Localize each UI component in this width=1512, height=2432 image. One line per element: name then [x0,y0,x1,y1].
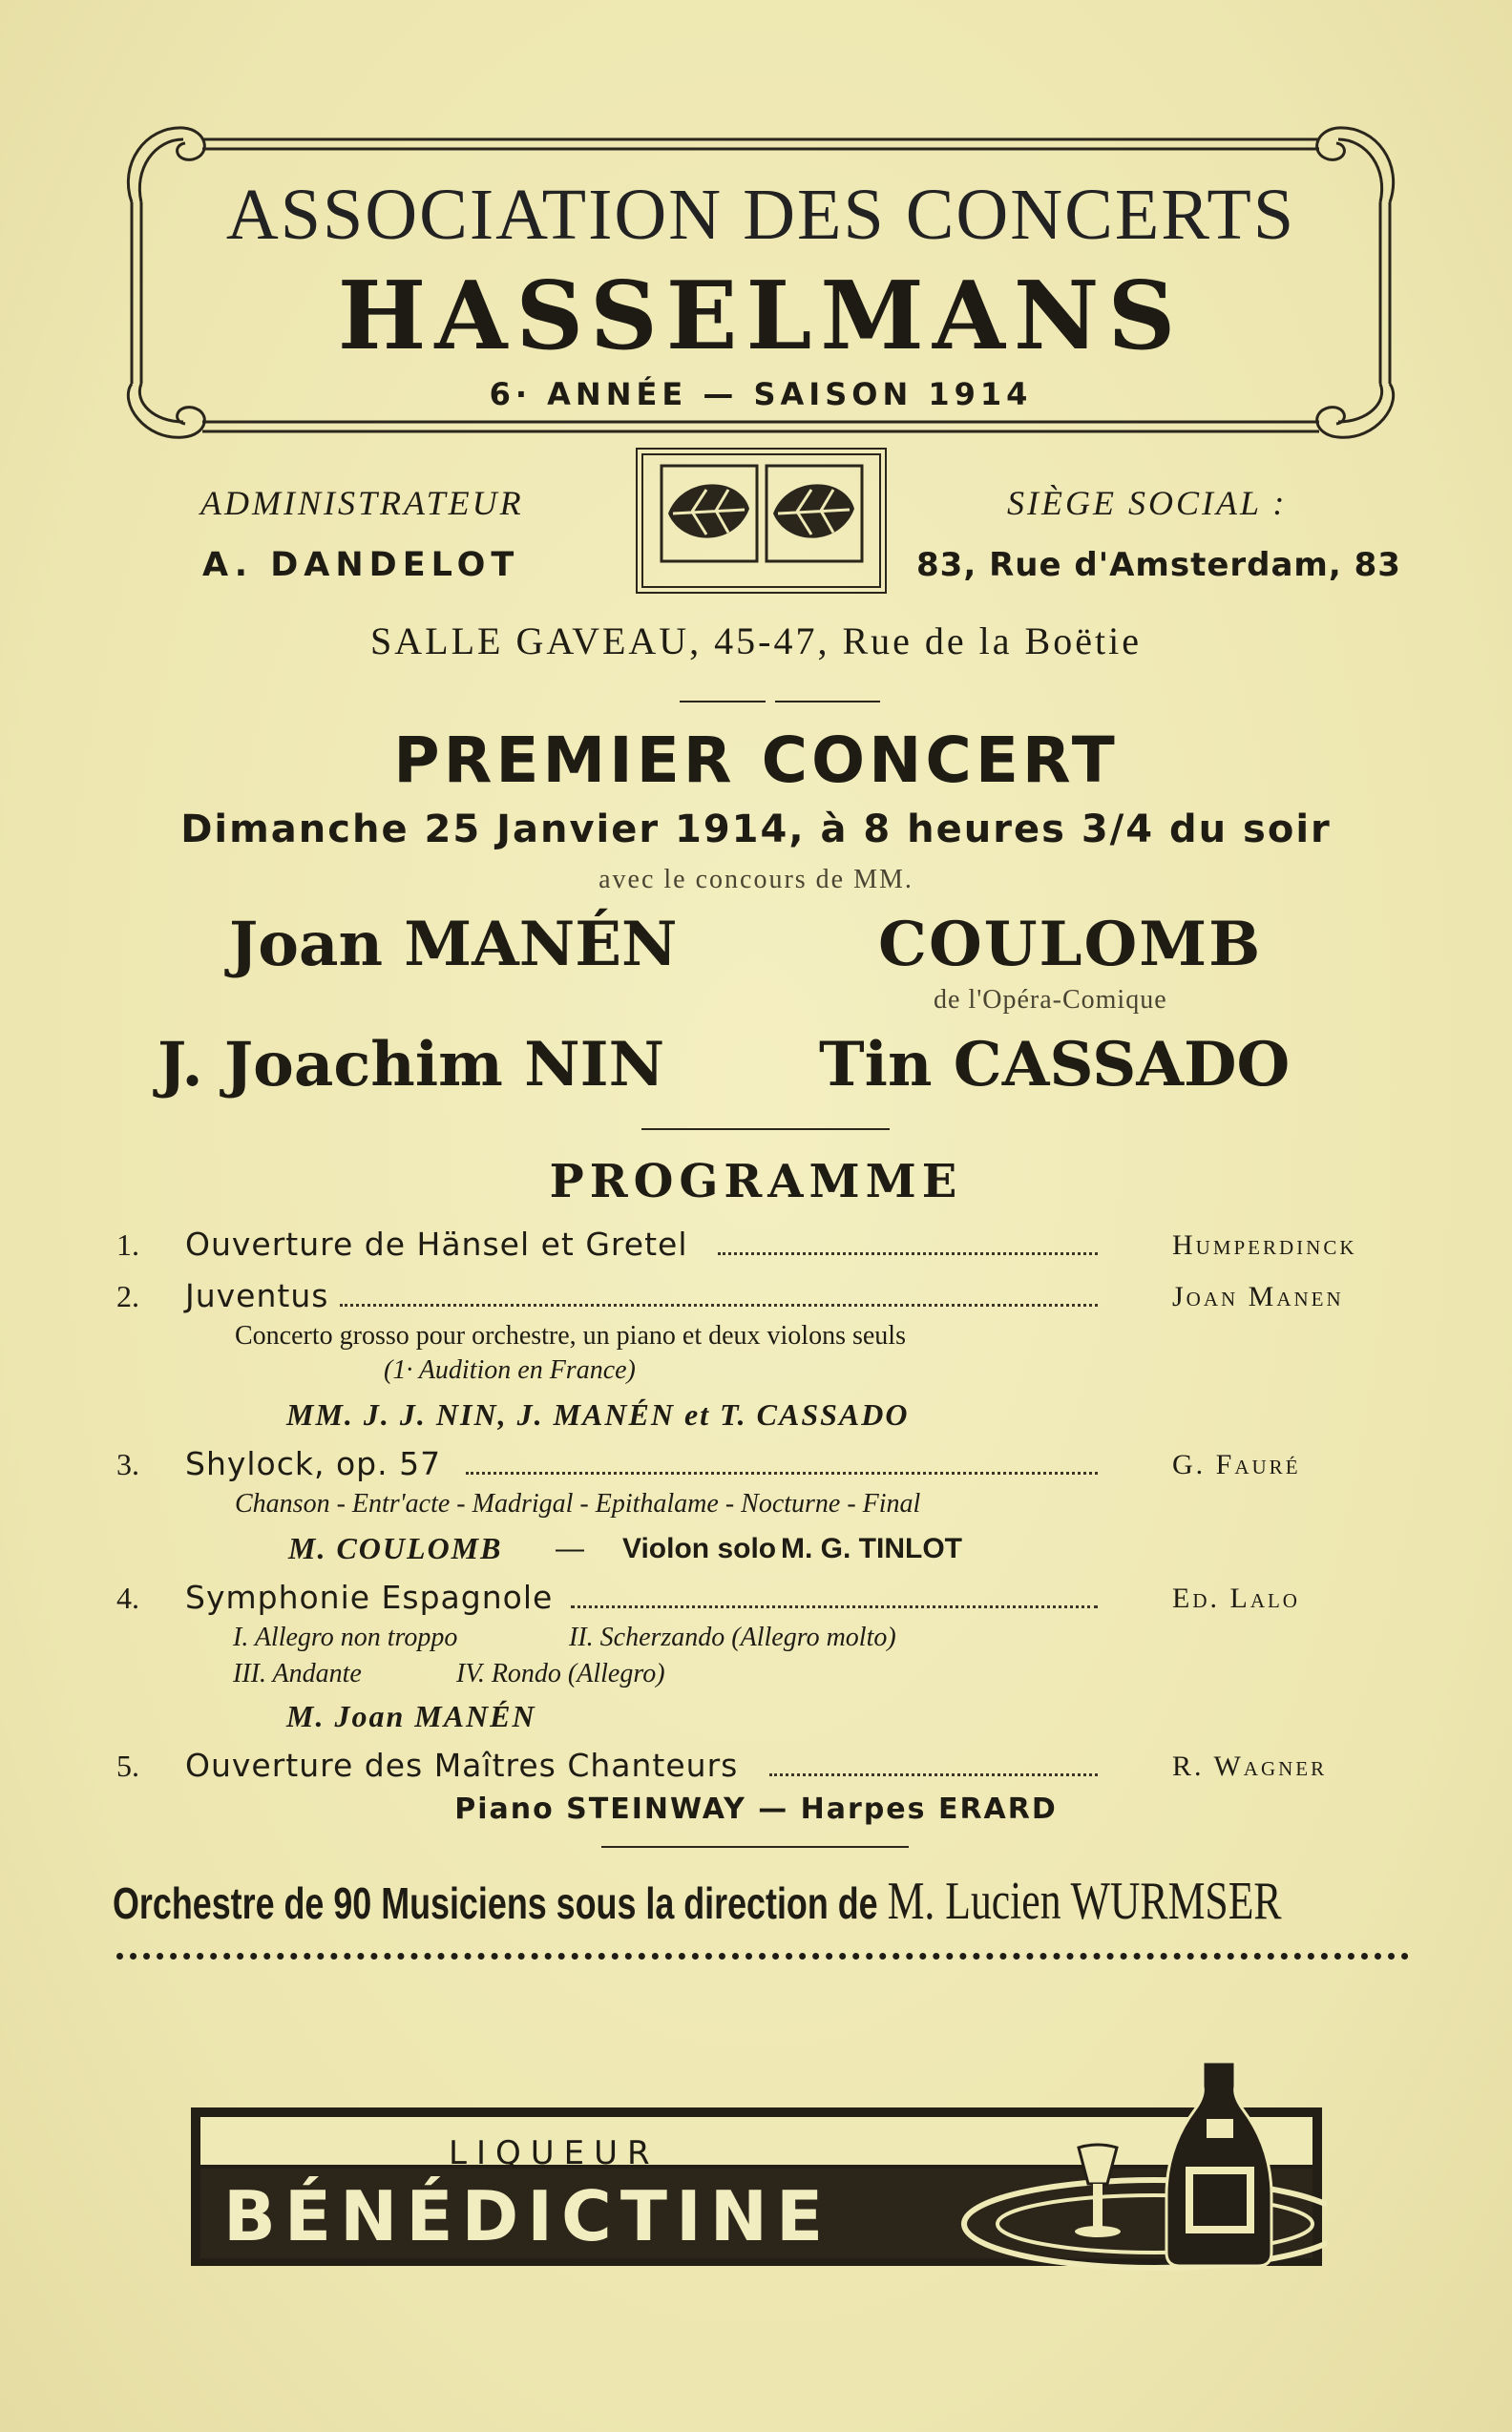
concours-line: avec le concours de MM. [598,865,914,894]
item-title: Ouverture des Maîtres Chanteurs [185,1747,739,1784]
artist-manen: Joan MANÉN [229,909,678,980]
item-composer: Joan Manen [1172,1281,1344,1312]
orchestra-line [113,1871,1282,1932]
violin-solo-name: M. G. TINLOT [781,1533,962,1564]
divider [775,701,880,702]
item-number: 2. [116,1279,139,1313]
season-line: 6· ANNÉE — SAISON 1914 [489,376,1033,412]
leader-dots [769,1773,1098,1776]
instruments-line: Piano STEINWAY — Harpes ERARD [454,1793,1058,1826]
item-composer: G. Fauré [1172,1449,1301,1480]
item-number: 1. [116,1227,139,1262]
item-performer: M. COULOMB [288,1531,503,1565]
artist-coulomb-note: de l'Opéra-Comique [934,985,1167,1015]
movement-2: II. Scherzando (Allegro molto) [569,1623,896,1652]
leaf-ornament-icon [635,447,888,595]
association-title: ASSOCIATION DES CONCERTS [225,175,1296,255]
item-composer: R. Wagner [1172,1751,1328,1782]
item-movements: Chanson - Entr'acte - Madrigal - Epithalame - Nocturne - Final [235,1489,921,1519]
conductor-name: M. Lucien WURMSER [887,1872,1282,1931]
leader-dots [718,1252,1098,1255]
artist-nin: J. Joachim NIN [158,1029,665,1101]
item-performer: M. Joan MANÉN [286,1699,536,1733]
concert-date: Dimanche 25 Janvier 1914, à 8 heures 3/4 du soir [180,807,1332,851]
divider [601,1846,909,1848]
item-title: Ouverture de Hänsel et Gretel [185,1226,688,1263]
item-composer: Ed. Lalo [1172,1583,1300,1614]
item-subtitle: Concerto grosso pour orchestre, un piano et deux violons seuls [235,1321,906,1351]
violin-solo-label: Violon solo [622,1533,777,1564]
dotted-separator [116,1953,1409,1960]
item-number: 4. [116,1581,139,1615]
leader-dots [340,1304,1098,1307]
hasselmans-title: HASSELMANS [337,262,1185,371]
head-office-address: 83, Rue d'Amsterdam, 83 [916,546,1401,584]
divider [680,701,766,702]
item-composer: Humperdinck [1172,1229,1357,1261]
artist-coulomb: COULOMB [878,909,1263,980]
header-frame [116,116,1405,449]
leader-dots [466,1472,1098,1475]
leader-dots [571,1605,1098,1608]
item-title: Shylock, op. 57 [185,1445,442,1482]
item-number: 3. [116,1447,139,1481]
movement-1: I. Allegro non troppo [233,1623,458,1652]
orchestra-text: Orchestre de 90 Musiciens sous la direction de [113,1878,878,1928]
administrator-label: ADMINISTRATEUR [200,484,524,522]
item-number: 5. [116,1749,139,1783]
ad-liqueur-text: LIQUEUR [449,2134,660,2172]
venue-line: SALLE GAVEAU, 45-47, Rue de la Boëtie [370,619,1142,662]
ad-benedictine-text: BÉNÉDICTINE [223,2176,832,2256]
movement-4: IV. Rondo (Allegro) [456,1659,665,1688]
movement-3: III. Andante [233,1659,362,1688]
item-title: Juventus [185,1277,329,1314]
item-note: (1· Audition en France) [384,1355,636,1385]
divider [641,1128,890,1130]
concert-title: PREMIER CONCERT [393,723,1119,797]
head-office-label: SIÈGE SOCIAL : [1007,484,1288,522]
administrator-name: A. DANDELOT [202,546,520,584]
item-performers: MM. J. J. NIN, J. MANÉN et T. CASSADO [286,1397,910,1432]
item-title: Symphonie Espagnole [185,1579,554,1616]
artist-cassado: Tin CASSADO [819,1029,1291,1101]
dash: — [556,1533,584,1564]
programme-heading: PROGRAMME [549,1155,963,1208]
